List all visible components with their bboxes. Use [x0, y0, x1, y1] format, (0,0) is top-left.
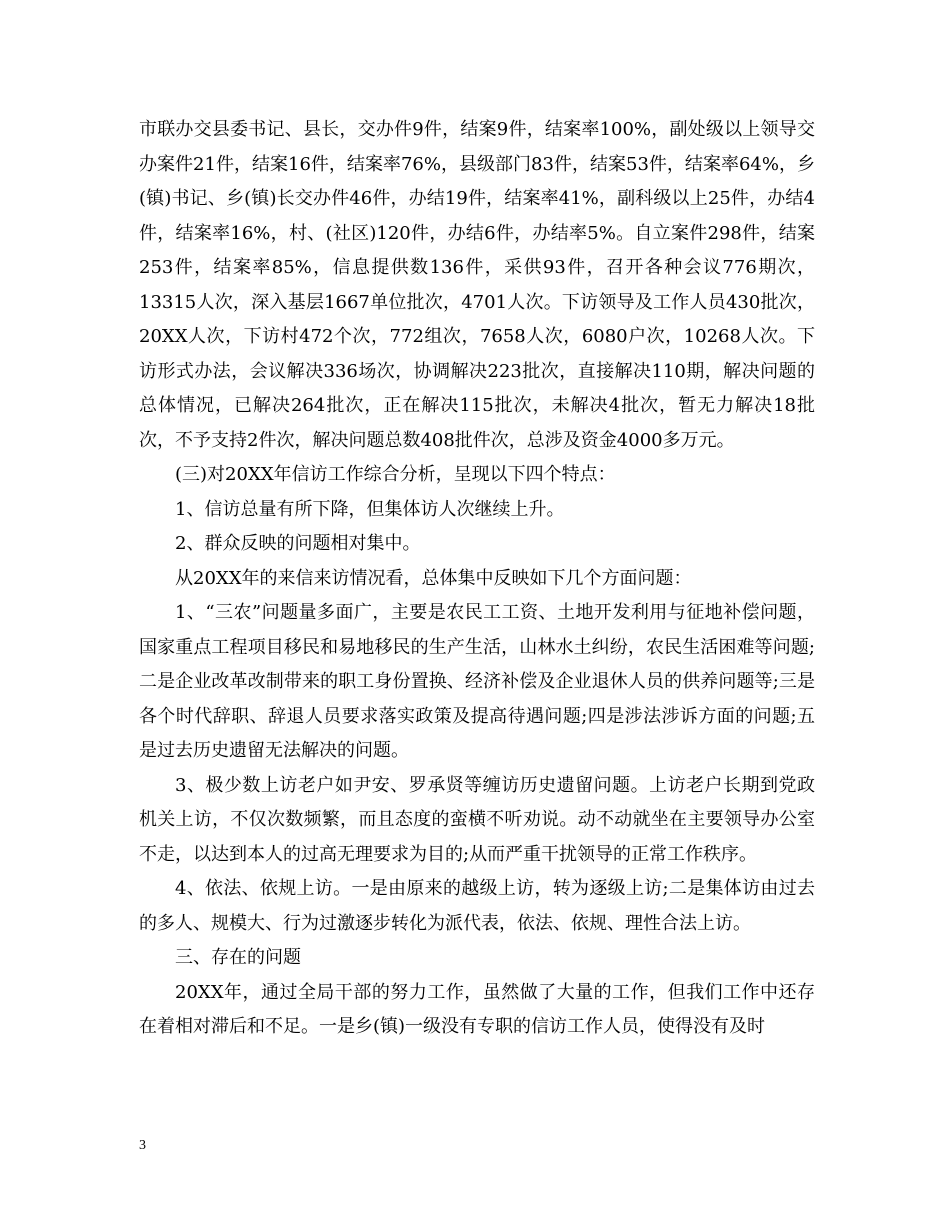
paragraph: 2、群众反映的问题相对集中。: [175, 533, 421, 554]
section-heading: 三、存在的问题: [175, 947, 301, 968]
paragraph: 市联办交县委书记、县长，交办件9件，结案9件，结案率100%，副处级以上领导交办案件21件，结案16件，结案率76%，县级部门83件，结案53件，结案率64%，乡(镇)书记、乡(镇)长交办件46件，办结19件，结案率41%，副科级以上25件，办结4件，结案率16%，村、(社区)120件，办结6件，办结率5%。自立案件298件，结案253件，结案率85%，信息提供数136件，采供93件，召开各种会议776期次，13315人次，深入基层1667单位批次，4701人次。下访领导及工作人员430批次，20XX人次，下访村472个次，772组次，7658人次，6080户次，10268人次。下访形式办法，会议解决336场次，协调解决223批次，直接解决110期，解决问题的总体情况，已解决264批次，正在解决115批次，未解决4批次，暂无力解决18批次，不予支持2件次，解决问题总数408批件次，总涉及资金4000多万元。: [139, 119, 815, 451]
paragraph: 1、信访总量有所下降，但集体访人次继续上升。: [175, 498, 565, 520]
paragraph: 3、极少数上访老户如尹安、罗承贤等缠访历史遗留问题。上访老户长期到党政机关上访，不仅次数频繁，而且态度的蛮横不听劝说。动不动就坐在主要领导办公室不走，以达到本人的过高无理要求为目的;从而严重干扰领导的正常工作秩序。: [139, 774, 815, 865]
paragraph: 1、“三农”问题量多面广，主要是农民工工资、土地开发利用与征地补偿问题，国家重点工程项目移民和易地移民的生产生活，山林水土纠纷，农民生活困难等问题;二是企业改革改制带来的职工身份置换、经济补偿及企业退休人员的供养问题等;三是各个时代辞职、辞退人员要求落实政策及提高待遇问题;四是涉法涉诉方面的问题;五是过去历史遗留无法解决的问题。: [139, 602, 815, 761]
document-body: [139, 113, 815, 1045]
paragraph: 20XX年，通过全局干部的努力工作，虽然做了大量的工作，但我们工作中还存在着相对滞后和不足。一是乡(镇)一级没有专职的信访工作人员，使得没有及时: [139, 981, 815, 1037]
paragraph: 4、依法、依规上访。一是由原来的越级上访，转为逐级上访;二是集体访由过去的多人、规模大、行为过激逐步转化为派代表，依法、依规、理性合法上访。: [139, 878, 815, 934]
page-number: 3: [139, 1138, 146, 1153]
paragraph: (三)对20XX年信访工作综合分析，呈现以下四个特点：: [175, 464, 616, 485]
paragraph: 从20XX年的来信来访情况看，总体集中反映如下几个方面问题：: [175, 567, 692, 589]
